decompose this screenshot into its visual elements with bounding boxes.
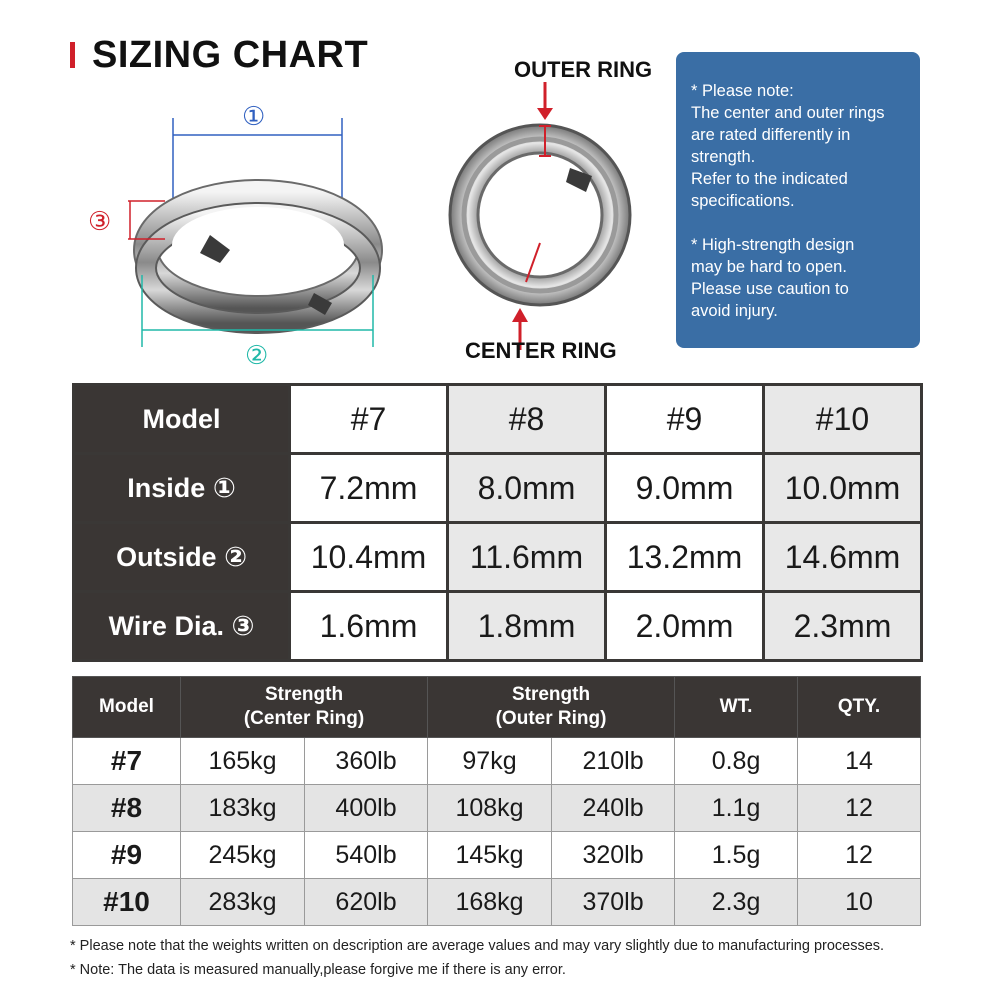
- table-cell: 540lb: [305, 832, 428, 879]
- header-line: Strength: [511, 684, 591, 705]
- size-cell: 10.0mm: [764, 454, 922, 523]
- size-row-outside: [74, 523, 922, 592]
- size-cell: 7.2mm: [290, 454, 448, 523]
- note-line: may be hard to open.: [691, 258, 847, 276]
- model-cell: #9: [73, 832, 181, 879]
- table-row: [73, 832, 921, 879]
- header-weight: WT.: [675, 677, 798, 738]
- center-ring-label: CENTER RING: [465, 338, 617, 363]
- header-outer-strength: [428, 677, 675, 738]
- note-line: avoid injury.: [691, 302, 778, 320]
- footnote-measurement: * Note: The data is measured manually,please forgive me if there is any error.: [70, 962, 566, 978]
- table-cell: 283kg: [181, 879, 305, 926]
- split-ring-front-view: [440, 50, 670, 370]
- note-line: are rated differently in: [691, 126, 851, 144]
- note-paragraph-2: [691, 234, 910, 322]
- row-header: Model: [74, 385, 290, 454]
- size-cell: 2.0mm: [606, 592, 764, 661]
- size-cell: 8.0mm: [448, 454, 606, 523]
- table-cell: 183kg: [181, 785, 305, 832]
- table-cell: 165kg: [181, 738, 305, 785]
- table-row: [73, 785, 921, 832]
- size-row-wire: [74, 592, 922, 661]
- inside-marker-label: ①: [242, 101, 266, 131]
- table-cell: 320lb: [552, 832, 675, 879]
- size-cell: 11.6mm: [448, 523, 606, 592]
- size-cell: 1.8mm: [448, 592, 606, 661]
- table-cell: 360lb: [305, 738, 428, 785]
- header-model: Model: [73, 677, 181, 738]
- header-center-strength: [181, 677, 428, 738]
- table-row: [73, 738, 921, 785]
- note-line: * Please note:: [691, 82, 794, 100]
- table-cell: 210lb: [552, 738, 675, 785]
- size-row-inside: [74, 454, 922, 523]
- row-header: Inside ①: [74, 454, 290, 523]
- table-cell: 145kg: [428, 832, 552, 879]
- table-cell: 10: [798, 879, 921, 926]
- size-cell: 10.4mm: [290, 523, 448, 592]
- split-ring-side-view: [70, 85, 410, 375]
- table-cell: 2.3g: [675, 879, 798, 926]
- model-cell: #8: [448, 385, 606, 454]
- table-cell: 12: [798, 785, 921, 832]
- size-row-model: [74, 385, 922, 454]
- title-accent-bar: [70, 42, 75, 68]
- header-line: (Center Ring): [243, 708, 365, 729]
- table-cell: 240lb: [552, 785, 675, 832]
- header-quantity: QTY.: [798, 677, 921, 738]
- row-header: Outside ②: [74, 523, 290, 592]
- table-cell: 1.1g: [675, 785, 798, 832]
- size-cell: 2.3mm: [764, 592, 922, 661]
- note-paragraph-1: [691, 80, 910, 212]
- table-row: [73, 879, 921, 926]
- model-cell: #8: [73, 785, 181, 832]
- note-line: strength.: [691, 148, 756, 166]
- wire-marker-label: ③: [88, 206, 112, 236]
- table-cell: 245kg: [181, 832, 305, 879]
- table-cell: 0.8g: [675, 738, 798, 785]
- outer-ring-label: OUTER RING: [514, 57, 653, 82]
- size-cell: 9.0mm: [606, 454, 764, 523]
- table-cell: 12: [798, 832, 921, 879]
- model-cell: #7: [73, 738, 181, 785]
- footnote-weights: * Please note that the weights written on description are average values and may vary slightly due to manufacturing processes.: [70, 938, 885, 954]
- note-line: * High-strength design: [691, 236, 855, 254]
- size-table: [72, 383, 923, 662]
- model-cell: #10: [73, 879, 181, 926]
- note-line: Refer to the indicated: [691, 170, 848, 188]
- row-header: Wire Dia. ③: [74, 592, 290, 661]
- table-cell: 400lb: [305, 785, 428, 832]
- page-title: SIZING CHART: [92, 33, 369, 76]
- table-cell: 620lb: [305, 879, 428, 926]
- header-line: Strength: [264, 684, 344, 705]
- note-line: specifications.: [691, 192, 795, 210]
- note-line: Please use caution to: [691, 280, 849, 298]
- note-line: The center and outer rings: [691, 104, 885, 122]
- size-cell: 13.2mm: [606, 523, 764, 592]
- header-line: (Outer Ring): [495, 708, 607, 729]
- caution-note-box: [676, 52, 920, 348]
- table-cell: 14: [798, 738, 921, 785]
- size-cell: 1.6mm: [290, 592, 448, 661]
- ring-parts-diagram: [440, 50, 670, 370]
- model-cell: #10: [764, 385, 922, 454]
- size-cell: 14.6mm: [764, 523, 922, 592]
- model-cell: #7: [290, 385, 448, 454]
- title-block: [70, 30, 368, 80]
- ring-dimension-diagram: [70, 85, 410, 375]
- table-cell: 108kg: [428, 785, 552, 832]
- strength-header-row: [73, 677, 921, 738]
- table-cell: 370lb: [552, 879, 675, 926]
- table-cell: 1.5g: [675, 832, 798, 879]
- strength-table: [72, 676, 921, 926]
- table-cell: 97kg: [428, 738, 552, 785]
- outside-marker-label: ②: [245, 340, 269, 370]
- table-cell: 168kg: [428, 879, 552, 926]
- model-cell: #9: [606, 385, 764, 454]
